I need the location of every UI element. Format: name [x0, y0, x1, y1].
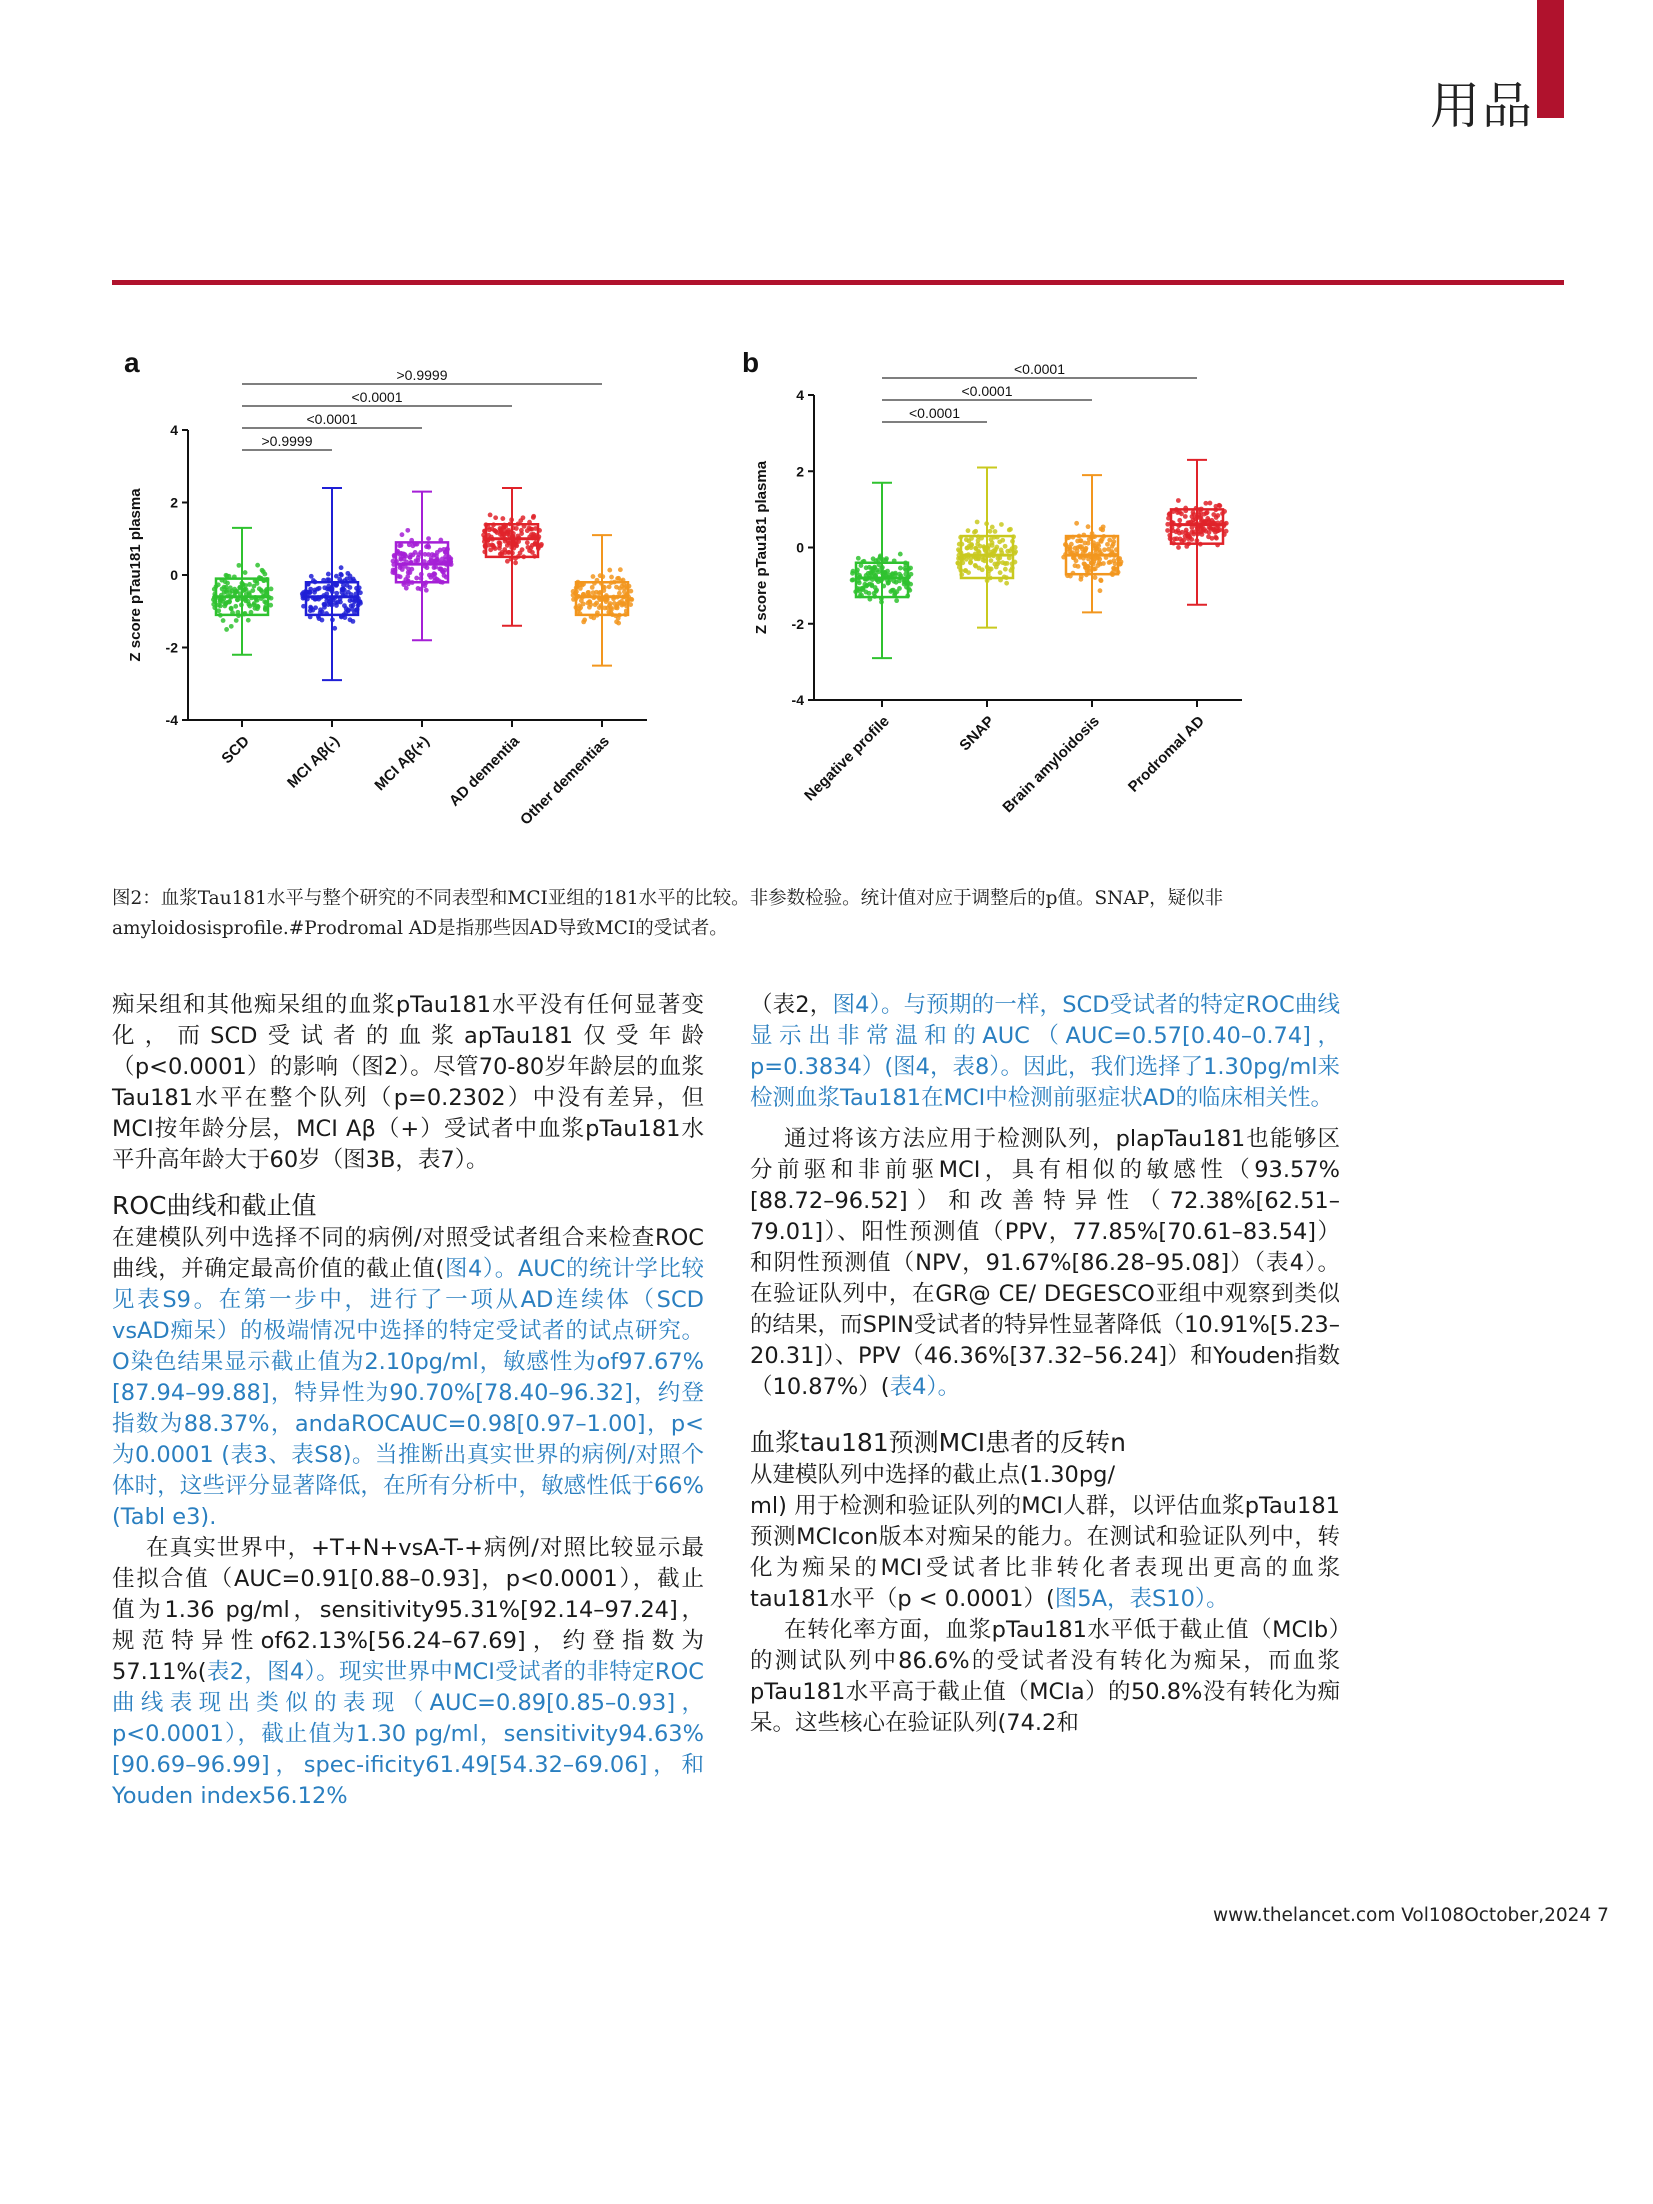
- panel-b-data-point: [973, 529, 978, 534]
- panel-b-y-tick-label: 2: [796, 463, 804, 480]
- panel-a-data-point: [408, 555, 413, 560]
- panel-b-data-point: [1199, 515, 1204, 520]
- panel-a-data-point: [351, 619, 356, 624]
- panel-b-x-tick-label: SNAP: [956, 712, 998, 755]
- panel-a-data-point: [616, 621, 621, 626]
- panel-b-data-point: [857, 580, 862, 585]
- panel-b-data-point: [1180, 530, 1185, 535]
- panel-a-y-tick-label: -4: [165, 712, 178, 728]
- panel-b-data-point: [1073, 563, 1078, 568]
- panel-a-data-point: [398, 565, 403, 570]
- panel-b-data-point: [1205, 510, 1210, 515]
- panel-b-data-point: [869, 566, 874, 571]
- panel-b-data-point: [1093, 575, 1098, 580]
- panel-b-data-point: [1098, 588, 1103, 593]
- panel-b-label: b: [742, 347, 760, 378]
- panel-a-data-point: [525, 540, 530, 545]
- panel-a-data-point: [531, 514, 536, 519]
- panel-a-data-point: [618, 567, 623, 572]
- panel-a-data-point: [607, 584, 612, 589]
- panel-b-x-tick-label: Brain amyloidosis: [999, 712, 1103, 817]
- panel-b-data-point: [990, 540, 995, 545]
- panel-a-y-tick-label: 2: [170, 494, 178, 511]
- panel-b-data-point: [999, 547, 1004, 552]
- figure-2-chart: [112, 340, 1352, 870]
- panel-a-data-point: [593, 602, 598, 607]
- panel-a-data-point: [334, 591, 339, 596]
- panel-a-data-point: [233, 604, 238, 609]
- panel-a-data-point: [528, 527, 533, 532]
- panel-a-label: a: [124, 347, 140, 378]
- panel-a-data-point: [499, 528, 504, 533]
- panel-a-data-point: [348, 598, 353, 603]
- panel-b-data-point: [1211, 512, 1216, 517]
- panel-b-data-point: [1183, 514, 1188, 519]
- panel-a-x-tick-label: Other dementias: [517, 732, 613, 829]
- right-paragraph-2-link-text[interactable]: 表4）。: [889, 1374, 961, 1400]
- panel-b-data-point: [974, 556, 979, 561]
- panel-b-data-point: [1101, 524, 1106, 529]
- panel-a-data-point: [424, 544, 429, 549]
- panel-a-y-tick-label: 0: [170, 567, 178, 583]
- panel-a-data-point: [586, 590, 591, 595]
- panel-b-data-point: [861, 586, 866, 591]
- panel-b-data-point: [1003, 567, 1008, 572]
- panel-a-data-point: [620, 601, 625, 606]
- right-column: [750, 990, 1340, 1739]
- panel-a-data-point: [629, 597, 634, 602]
- panel-b-data-point: [872, 591, 877, 596]
- panel-b-data-point: [884, 556, 889, 561]
- page-footer: www.thelancet.com Vol108October,2024 7: [1213, 1905, 1609, 1926]
- panel-b-data-point: [1000, 560, 1005, 565]
- panel-a-data-point: [513, 560, 518, 565]
- panel-a-x-tick-label: MCI Aβ(+): [371, 732, 433, 795]
- caption-line-1: 图2：血浆Tau181水平与整个研究的不同表型和MCI亚组的181水平的比较。非参数检验。统计值对应于调整后的p值。SNAP，疑似非: [112, 888, 1224, 909]
- panel-b-data-point: [1176, 545, 1181, 550]
- panel-a-data-point: [520, 547, 525, 552]
- panel-b-data-point: [1191, 512, 1196, 517]
- panel-a-data-point: [425, 565, 430, 570]
- panel-b-data-point: [1083, 541, 1088, 546]
- panel-b-data-point: [1174, 536, 1179, 541]
- panel-a-data-point: [615, 606, 620, 611]
- panel-a-data-point: [488, 513, 493, 518]
- panel-b-data-point: [1004, 581, 1009, 586]
- panel-b-data-point: [871, 556, 876, 561]
- panel-b-data-point: [1086, 569, 1091, 574]
- panel-b-data-point: [875, 568, 880, 573]
- panel-b-data-point: [898, 552, 903, 557]
- panel-b-data-point: [995, 562, 1000, 567]
- panel-b-data-point: [894, 598, 899, 603]
- panel-a-data-point: [414, 576, 419, 581]
- panel-a-data-point: [500, 516, 505, 521]
- panel-b-data-point: [993, 529, 998, 534]
- panel-a-data-point: [269, 586, 274, 591]
- panel-a-data-point: [423, 552, 428, 557]
- panel-b-data-point: [866, 571, 871, 576]
- panel-b-data-point: [1005, 549, 1010, 554]
- panel-a-data-point: [308, 608, 313, 613]
- panel-b-data-point: [963, 568, 968, 573]
- panel-a-data-point: [591, 574, 596, 579]
- panel-b-data-point: [1087, 537, 1092, 542]
- panel-b-data-point: [1003, 544, 1008, 549]
- panel-a-data-point: [234, 589, 239, 594]
- panel-a-data-point: [487, 527, 492, 532]
- panel-b-x-tick-label: Negative profile: [801, 712, 893, 805]
- right-paragraph-2: [750, 1124, 1340, 1403]
- panel-b-comparison-label: <0.0001: [909, 405, 960, 421]
- panel-a-data-point: [581, 619, 586, 624]
- panel-b-data-point: [1111, 566, 1116, 571]
- panel-b-data-point: [1074, 521, 1079, 526]
- panel-b-data-point: [999, 522, 1004, 527]
- panel-a-data-point: [255, 563, 260, 568]
- panel-a-x-tick-label: AD dementia: [445, 732, 523, 810]
- panel-a-data-point: [615, 576, 620, 581]
- panel-a-data-point: [608, 601, 613, 606]
- left-paragraph-2: [112, 1223, 704, 1533]
- panel-b-data-point: [1005, 561, 1010, 566]
- panel-a-data-point: [578, 586, 583, 591]
- running-header: 用品: [1430, 77, 1534, 135]
- panel-a-comparison-label: >0.9999: [261, 433, 313, 449]
- panel-b-data-point: [1208, 501, 1213, 506]
- panel-a-data-point: [505, 532, 510, 537]
- panel-b-data-point: [1206, 534, 1211, 539]
- panel-b-data-point: [1203, 501, 1208, 506]
- panel-a-data-point: [586, 601, 591, 606]
- panel-b-data-point: [989, 567, 994, 572]
- panel-a-data-point: [301, 596, 306, 601]
- panel-b-data-point: [988, 529, 993, 534]
- panel-b-data-point: [1098, 578, 1103, 583]
- panel-b-y-tick-label: 4: [796, 387, 804, 403]
- panel-b-data-point: [851, 569, 856, 574]
- panel-b-data-point: [1069, 542, 1074, 547]
- panel-a-data-point: [225, 581, 230, 586]
- panel-b-data-point: [1095, 563, 1100, 568]
- panel-a-data-point: [338, 600, 343, 605]
- figure-2: [112, 340, 1352, 870]
- panel-b-data-point: [1077, 544, 1082, 549]
- panel-a-data-point: [309, 574, 314, 579]
- panel-a-data-point: [247, 604, 252, 609]
- panel-a-data-point: [591, 590, 596, 595]
- panel-a-data-point: [339, 565, 344, 570]
- panel-b-data-point: [856, 556, 861, 561]
- panel-b-data-point: [895, 589, 900, 594]
- panel-a-data-point: [609, 575, 614, 580]
- panel-b-y-tick-label: -2: [791, 615, 804, 632]
- panel-a-data-point: [307, 590, 312, 595]
- panel-b-x-tick-label: Prodromal AD: [1124, 712, 1208, 796]
- panel-b-data-point: [1099, 539, 1104, 544]
- panel-b-data-point: [1097, 557, 1102, 562]
- panel-a-data-point: [313, 605, 318, 610]
- panel-b-comparison-label: <0.0001: [1014, 361, 1065, 377]
- panel-a-data-point: [224, 627, 229, 632]
- header-rule: [112, 280, 1564, 285]
- panel-a-data-point: [439, 567, 444, 572]
- panel-b-data-point: [1110, 544, 1115, 549]
- right-paragraph-3a: 从建模队列中选择的截止点(1.30pg/: [750, 1462, 1116, 1488]
- panel-a-data-point: [430, 552, 435, 557]
- panel-b-data-point: [1215, 513, 1220, 518]
- panel-a-data-point: [500, 550, 505, 555]
- panel-a-data-point: [416, 586, 421, 591]
- left-paragraph-3: [112, 1533, 704, 1812]
- panel-b-data-point: [1073, 546, 1078, 551]
- panel-a-y-axis-label: Z score pTau181 plasma: [127, 488, 144, 662]
- panel-a-data-point: [312, 590, 317, 595]
- panel-a-y-tick-label: -2: [165, 639, 178, 656]
- panel-b-data-point: [1112, 558, 1117, 563]
- panel-b-data-point: [1183, 534, 1188, 539]
- panel-a-data-point: [404, 586, 409, 591]
- panel-b-data-point: [850, 578, 855, 583]
- panel-a-data-point: [605, 605, 610, 610]
- panel-a-data-point: [250, 588, 255, 593]
- header-accent-bar: [1537, 0, 1564, 118]
- panel-b-data-point: [1189, 537, 1194, 542]
- panel-a-data-point: [405, 528, 410, 533]
- panel-a-data-point: [607, 568, 612, 573]
- panel-a-data-point: [345, 571, 350, 576]
- panel-a-data-point: [320, 618, 325, 623]
- panel-a-data-point: [224, 588, 229, 593]
- panel-a-data-point: [424, 588, 429, 593]
- panel-a-data-point: [334, 603, 339, 608]
- panel-a-data-point: [220, 599, 225, 604]
- panel-b-data-point: [1165, 528, 1170, 533]
- panel-a-data-point: [612, 601, 617, 606]
- left-paragraph-2-link-text[interactable]: 图4）。AUC的统计学比较见表S9。在第一步中，进行了一项从AD连续体（SCD vsAD痴呆）的极端情况中选择的特定受试者的试点研究。O染色结果显示截止值为2.10pg/ml，敏感性为of97.67%[87.94–99.88]，特异性为90.70%[78.40–96.32]，约登指数为88.37%，andaROCAUC=0.98[0.97–1.00]，p<为0.0001 (表3、表S8)。当推断出真实世界的病例/对照个体时，这些评分显著降低，在所有分析中，敏感性低于66%(Tabl e3).: [112, 1256, 705, 1530]
- panel-b-data-point: [898, 566, 903, 571]
- panel-b-data-point: [1207, 530, 1212, 535]
- panel-a-data-point: [326, 572, 331, 577]
- panel-b-data-point: [1189, 530, 1194, 535]
- panel-b-comparison-label: <0.0001: [961, 383, 1013, 399]
- panel-b-data-point: [966, 528, 971, 533]
- panel-a-data-point: [493, 515, 498, 520]
- panel-a-data-point: [221, 618, 226, 623]
- panel-b-data-point: [1000, 538, 1005, 543]
- panel-a-data-point: [416, 555, 421, 560]
- panel-a-x-tick-label: MCI Aβ(-): [284, 732, 343, 792]
- panel-b-data-point: [1176, 498, 1181, 503]
- panel-a-data-point: [493, 529, 498, 534]
- right-paragraph-3: [750, 1491, 1340, 1615]
- panel-b-data-point: [1119, 559, 1124, 564]
- panel-b-data-point: [990, 525, 995, 530]
- panel-b-data-point: [1177, 518, 1182, 523]
- panel-a-data-point: [400, 532, 405, 537]
- right-paragraph-1-link-text[interactable]: 图4）。与预期的一样，SCD受试者的特定ROC曲线显示出非常温和的AUC（AUC=0.57[0.40–0.74]，p=0.3834）(图4，表8）。因此，我们选择了1.30pg/ml来检测血浆Tau181在MCI中检测前驱症状AD的临床相关性。: [750, 992, 1340, 1111]
- panel-b-y-tick-label: -4: [791, 692, 804, 708]
- section-heading-roc: ROC曲线和截止值: [112, 1191, 317, 1220]
- panel-a-data-point: [332, 626, 337, 631]
- panel-a-y-tick-label: 4: [170, 422, 178, 438]
- panel-b-data-point: [886, 581, 891, 586]
- panel-a-data-point: [519, 528, 524, 533]
- panel-b-y-axis-label: Z score pTau181 plasma: [753, 460, 770, 635]
- panel-b-data-point: [1084, 546, 1089, 551]
- panel-b-y-tick-label: 0: [796, 539, 804, 556]
- panel-b-data-point: [955, 561, 960, 566]
- panel-b-data-point: [973, 564, 978, 569]
- caption-line-2: amyloidosisprofile.#Prodromal AD是指那些因AD导致MCI的受试者。: [112, 918, 728, 939]
- panel-a-data-point: [422, 583, 427, 588]
- panel-a-data-point: [269, 596, 274, 601]
- panel-b-data-point: [1214, 536, 1219, 541]
- panel-b-data-point: [1175, 528, 1180, 533]
- panel-a-data-point: [259, 589, 264, 594]
- panel-a-data-point: [262, 572, 267, 577]
- panel-a-data-point: [597, 591, 602, 596]
- panel-a-data-point: [528, 546, 533, 551]
- panel-b-data-point: [1184, 528, 1189, 533]
- right-paragraph-4: 在转化率方面，血浆pTau181水平低于截止值（MCIb）的测试队列中86.6%的受试者没有转化为痴呆，而血浆pTau181水平高于截止值（MCIa）的50.8%没有转化为痴呆。这些核心在验证队列(74.2和: [750, 1617, 1340, 1736]
- panel-b-data-point: [890, 571, 895, 576]
- panel-a-comparison-label: >0.9999: [396, 367, 448, 383]
- panel-a-data-point: [229, 624, 234, 629]
- left-column: [112, 990, 704, 1812]
- panel-b-data-point: [1007, 528, 1012, 533]
- panel-a-x-tick-label: SCD: [218, 732, 253, 768]
- right-paragraph-2-text: 通过将该方法应用于检测队列，plapTau181也能够区分前驱和非前驱MCI，具有相似的敏感性（93.57%[88.72–96.52]）和改善特异性（72.38%[62.51–79.01]）、阳性预测值（PPV，77.85%[70.61–83.54]）和阴性预测值（NPV，91.67%[86.28–95.08]）（表4）。在验证队列中，在GR@ CE/ DEGESCO亚组中观察到类似的结果，而SPIN受试者的特异性显著降低（10.91%[5.23–20.31]）、PPV（46.36%[37.32–56.24]）和Youden指数（10.87%）(: [750, 1126, 1340, 1400]
- panel-a-data-point: [497, 540, 502, 545]
- panel-a-data-point: [507, 541, 512, 546]
- panel-a-data-point: [590, 585, 595, 590]
- panel-a-comparison-label: <0.0001: [351, 389, 403, 405]
- panel-b-data-point: [1094, 546, 1099, 551]
- panel-a-comparison-label: <0.0001: [306, 411, 358, 427]
- panel-b-data-point: [1109, 549, 1114, 554]
- panel-b-data-point: [1086, 524, 1091, 529]
- panel-a-data-point: [497, 546, 502, 551]
- panel-b-data-point: [1203, 519, 1208, 524]
- panel-a-data-point: [399, 543, 404, 548]
- panel-a-data-point: [449, 562, 454, 567]
- panel-b-data-point: [998, 570, 1003, 575]
- panel-b-data-point: [873, 585, 878, 590]
- panel-a-data-point: [255, 604, 260, 609]
- right-paragraph-3-text: ml) 用于检测和验证队列的MCI人群，以评估血浆pTau181预测MCIcon版本对痴呆的能力。在测试和验证队列中，转化为痴呆的MCI受试者比非转化者表现出更高的血浆tau181水平（p < 0.0001）(: [750, 1493, 1340, 1612]
- panel-a-data-point: [493, 546, 498, 551]
- panel-b-data-point: [1105, 542, 1110, 547]
- panel-b-data-point: [1102, 547, 1107, 552]
- right-paragraph-1: [750, 990, 1340, 1114]
- left-paragraph-2-text: 在建模队列中选择不同的病例/对照受试者组合来检查ROC曲线，并确定最高价值的截止值(: [112, 1225, 704, 1282]
- panel-a-data-point: [426, 536, 431, 541]
- left-paragraph-3-link-text[interactable]: 表2，图4）。现实世界中MCI受试者的非特定ROC曲线表现出类似的表现（AUC=0.89[0.85–0.93]，p<0.0001），截止值为1.30 pg/ml，sensitivity94.63%[90.69–96.99]，spec-ificity61.49[54.32–69.06]，和 Youden index56.12%: [112, 1659, 704, 1809]
- panel-b-data-point: [964, 537, 969, 542]
- panel-a-data-point: [229, 606, 234, 611]
- panel-a-data-point: [243, 570, 248, 575]
- panel-a-data-point: [234, 618, 239, 623]
- panel-a-data-point: [222, 604, 227, 609]
- panel-b-data-point: [989, 558, 994, 563]
- panel-a-data-point: [339, 573, 344, 578]
- panel-a-data-point: [505, 559, 510, 564]
- panel-a-data-point: [227, 600, 232, 605]
- panel-a-data-point: [220, 587, 225, 592]
- panel-b-data-point: [976, 549, 981, 554]
- panel-b-data-point: [993, 547, 998, 552]
- panel-a-data-point: [322, 602, 327, 607]
- panel-b-data-point: [969, 545, 974, 550]
- panel-b-data-point: [1208, 526, 1213, 531]
- left-paragraph-3-text: 在真实世界中，+T+N+vsA-T-+病例/对照比较显示最佳拟合值（AUC=0.91[0.88–0.93]，p<0.0001），截止值为1.36 pg/ml，sensitivity95.31%[92.14–97.24]，规范特异性of62.13%[56.24–67.69]，约登指数为57.11%(: [112, 1535, 704, 1685]
- panel-a-data-point: [398, 556, 403, 561]
- panel-a-data-point: [402, 552, 407, 557]
- panel-a-data-point: [579, 598, 584, 603]
- panel-a-data-point: [622, 589, 627, 594]
- panel-b-data-point: [980, 567, 985, 572]
- panel-a-data-point: [430, 573, 435, 578]
- panel-b-data-point: [1101, 561, 1106, 566]
- panel-a-data-point: [587, 605, 592, 610]
- panel-b-data-point: [1216, 528, 1221, 533]
- panel-b-data-point: [975, 520, 980, 525]
- panel-a-data-point: [407, 570, 412, 575]
- left-paragraph-1: 痴呆组和其他痴呆组的血浆pTau181水平没有任何显著变化，而SCD受试者的血浆apTau181仅受年龄（p<0.0001）的影响（图2）。尽管70-80岁年龄层的血浆Tau181水平在整个队列（p=0.2302）中没有差异，但MCI按年龄分层，MCI Aβ（+）受试者中血浆pTau181水平升高年龄大于60岁（图3B，表7）。: [112, 992, 704, 1173]
- panel-a-data-point: [246, 618, 251, 623]
- panel-a-data-point: [237, 563, 242, 568]
- panel-b-data-point: [867, 591, 872, 596]
- right-paragraph-1-text: （表2，: [750, 992, 833, 1018]
- panel-a-data-point: [398, 551, 403, 556]
- panel-b-data-point: [1107, 538, 1112, 543]
- panel-b-data-point: [968, 560, 973, 565]
- section-heading-tau181: 血浆tau181预测MCI患者的反转n: [750, 1428, 1126, 1457]
- panel-b-data-point: [883, 570, 888, 575]
- panel-b-data-point: [902, 566, 907, 571]
- figure-caption: [112, 884, 1342, 944]
- right-paragraph-3-link-text[interactable]: 图5A，表S10）。: [1054, 1586, 1229, 1612]
